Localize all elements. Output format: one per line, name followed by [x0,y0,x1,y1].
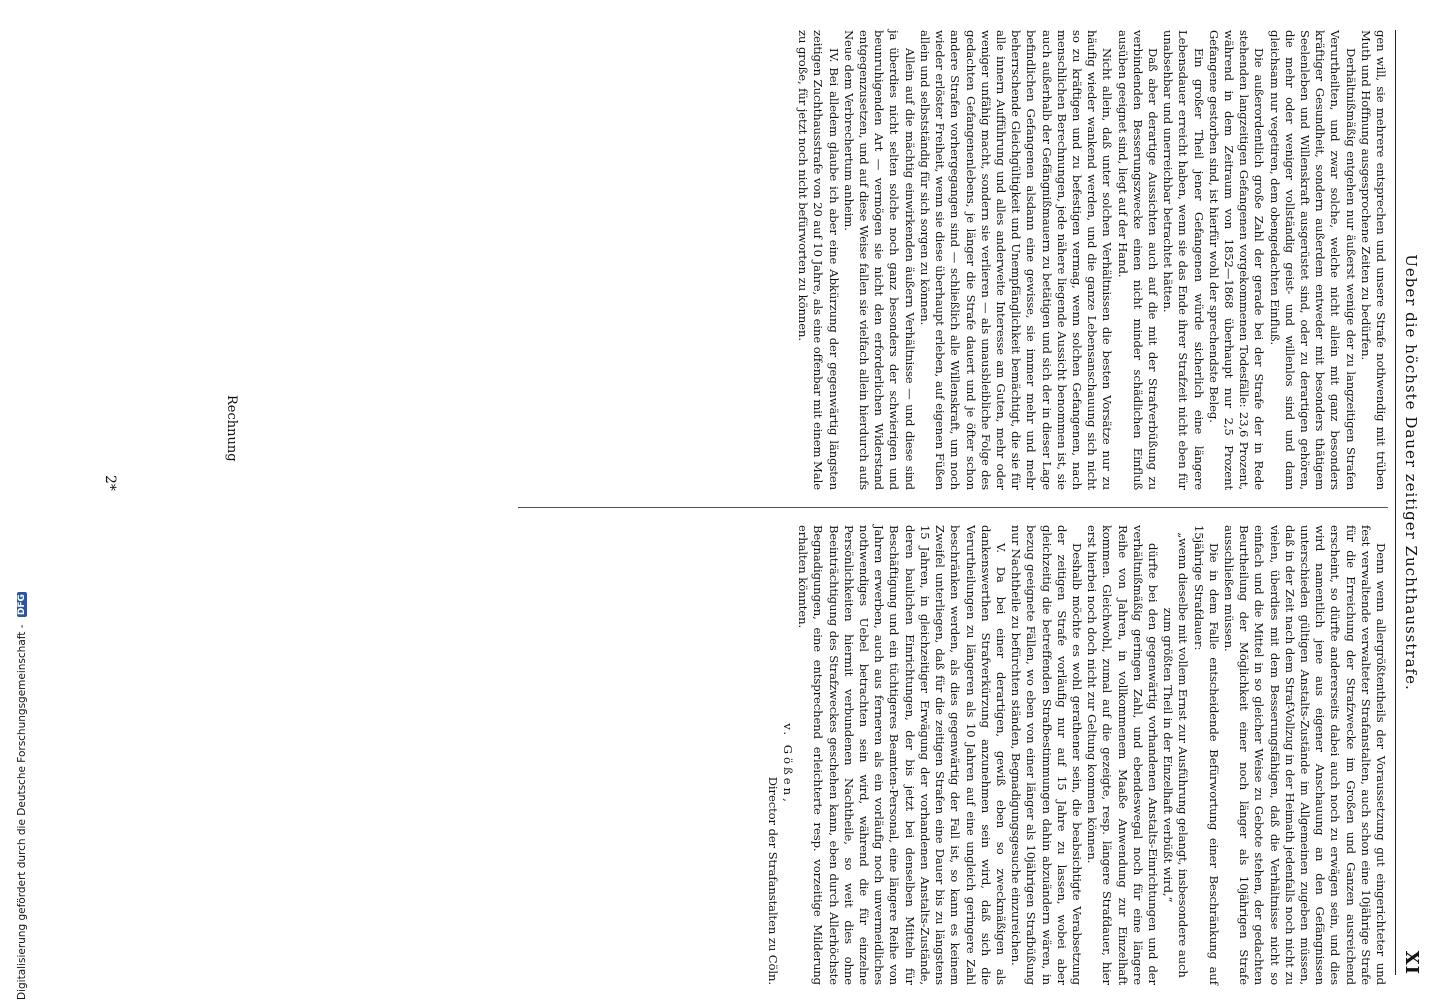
paragraph: dürfte bei den gegenwärtig vorhandenen Anstalts-Einrichtungen und der verhältnißmäßig geringen Zahl, und ebendeswegal noch für eine längere Reihe von Jahren, in vollkommenem Maaße Anwendung zur Einzelhaft kommen. Gleichwohl, zumal auf die gezeigte, resp. längere Strafdauer, hier erst hierbei noch doch nicht zur Geltung kommen können. [1085,525,1160,985]
paragraph: Deshalb möchte es wohl gerathener sein, die beabsichtigte Verabsetzung der zeitigen Strafe vorläufig nur auf 15 Jahre zu lassen, wobei aber gleichzeitig die betreffenden Strafbestimmungen dahin abzuändern wären, in bezug geeignete Fällen, wo eben von einer länger als 10jährigen Strafbüßung nur Nachtheile zu befürchten ständen, Begnadigungsgesuche einzureichen. [1009,525,1084,985]
paragraph: Daß aber derartige Aussichten auch auf die mit der Strafverbüßung zu verbindenden Besserungszwecke einen nicht minder schädlichen Einfluß ausüben geeignet sind, liegt auf der Hand. [1115,30,1160,490]
dfg-logo-icon: DFG [17,594,27,616]
paragraph: Die außerordentlich große Zahl der gerade bei der Strafe der in Rede stehenden langzeitigen Gefangenen vorgekommenen Todesfälle: 23,6 Prozent, während in dem Zeitraum von 1852—1868 überhaupt nur 2,5 Prozent Gefangene gestorben sind, ist hierfür wohl der sprechendste Beleg. [1206,30,1267,490]
credit-text: Digitalisierung gefördert durch die Deutsche Forschungsgemeinschaft - [16,624,28,1000]
paragraph: IV. Bei alledem glaube ich aber eine Abkürzung der gegenwärtig längsten zeitigen Zuchthausstrafe von 20 auf 10 Jahre, als eine offenbar mit einem Male zu große, für jetzt noch nicht befürworten zu können. [796,30,841,490]
paragraph: V. Da bei einer derartigen, gewiß eben so zweckmäßigen als dankenswerthen Strafverkürzung anzunehmen sein wird, daß sich die Verurtheilungen zu längeren als 10 Jahren auf eine ungleich geringere Zahl beschränken werden, als dies gegenwärtig der Fall ist, so kann es keinem Zweifel unterliegen, daß für die zeitigen Strafen eine Dauer bis zu längstens 15 Jahren, in gleichzeitiger Erwägung der vorhandenen Anstalts-Zustände, deren baulichen Einrichtungen, der bis jetzt bei denselben Mitteln für Beschäftigung und ein tüchtigeres Beamten-Personal, eine längere Reihe von Jahren erwerben, auch aus ferneren als ein vorläufig noch unvermeidliches nothwendiges Uebel betrachten sein wird, während die für einzelne Persönlichkeiten hiermit verbundenen Nachtheile, so weit dies ohne Beeinträchtigung des Strafzweckes geschehen kann, eben durch Allerhöchste Begnadigungen, eine entsprechend erleichterte resp. vorzeitige Milderung erhalten könnten. [796,525,1008,985]
signature-role: Director der Strafanstalten zu Cöln. [765,776,780,985]
left-column [795,30,1388,490]
sheet-signature: 2* [102,475,118,491]
paragraph: Nicht allein, daß unter solchen Verhältnissen die besten Vorsätze nur zu häufig wieder wankend werden, und die ganze Lebensanschauung sich nicht so zu kräftigen und zu befestigen vermag, wenn solchen Gefangenen, nach menschlichen Berechnungen, jede nähere liegende Aussicht benommen ist, sie auch außerhalb der Gefängnißmauern zu betätigen und sich der in dieser Lage befindlichen Gefangenen alsdann eine gewisse, sie immer mehr und mehr beherrschende Gleichgültigkeit und Unempfänglichkeit bemächtigt, die sie für alle innern Aufführung und alles anderweite Interesse am Guten, mehr oder weniger unfähig macht, sondern sie verlieren — als unausbleibliche Folge des gedachten Gefangenenlebens, je länger die Strafe dauert und je öfter schon andere Strafen vorhergegangen sind — schließlich alle Willenskraft, um noch wieder erlöster Freiheit, wenn sie diese überhaupt erleben, auf eigenen Füßen allein und selbstständig für sich sorgen zu können. [917,30,1115,490]
signature-name: v. Gößen, [781,723,796,805]
quoted-passage: „wenn dieselbe mit vollem Ernst zur Ausführung gelangt, insbesondere auch zum größten Theil in der Einzelhaft verbüßt wird,“ [1161,532,1191,978]
catchword: Rechnung [224,395,239,462]
page-number: XI [1401,950,1422,975]
paragraph: Denn wenn allergrößtentheils der Voraussetzung gut eingerichteter und fest verwaltende verwalteter Strafanstalten, auch schon eine 10jährige Strafe für die Erreichung der Strafzwecke im Großen und Ganzen ausreichend erscheint, so dürfte andererseits dabei auch noch zu erwägen sein, und dies wird namentlich jene aus eigener Anschauung an den Gefängnissen unterschieden gültigen Anstalts-Zustände im Allgemeinen zugeben müssen, daß in der Zeit nach dem Straf-Vollzug in der Heimath jedenfalls noch nicht zu vielen, überdies mit dem Besserungsfähigen, daß die Verhältnisse nicht so einfach und die Mittel in so gleicher Weise zu Gebote stehen, der gedachten Beurtheilung der Möglichkeit einer noch länger als 10jährigen Strafe ausschließen müssen. [1221,525,1388,985]
digitization-credit [16,0,32,1000]
paragraph: gen will, sie mehrere entsprechen und unsere Strafe nothwendig mit trüben Muth und Hoffnung ausgesprochene Zeiten zu bedürfen. [1358,30,1388,490]
right-column [765,525,1388,985]
paragraph: Die in dem Falle entscheidende Befürwortung einer Beschränkung auf 15jährige Strafdauer: [1191,525,1221,985]
paragraph: Allein auf die mächtig einwirkenden äußern Verhältnisse — und diese sind ja überdies nicht selten solche noch ganz besonders der schwierigen und beunruhigenden Art — vermögen sie nicht den erforderlichen Widerstand entgegenzusetzen, und auf diese Weise fallen sie vielfach allein hierdurch aufs Neue dem Verbrechertum anheim. [841,30,917,490]
column-divider [518,507,1388,508]
paragraph: Derhältnißmäßig entgehen nur äußerst wenige der zu langzeitigen Strafen Verurtheilten, und zwar solche, welche nicht allein mit ganz besonders kräftiger Gesundheit, sondern außerdem entweder mit besonders thätigem Seelenleben und Willenskraft ausgerüstet sind, oder zu derartigen gehören, die mehr oder weniger vollständig geist- und willenlos sind und dann gleichsam nur vegetiren, dem obengedachten Einfluß. [1267,30,1358,490]
paragraph: Ein großer Theil jener Gefangenen würde sicherlich eine längere Lebensdauer erreicht haben, wenn sie das Ende ihrer Strafzeit nicht eben für unabsehbar und unerreichbar betrachtet hätten. [1161,30,1206,490]
header-title: Ueber die höchste Dauer zeitiger Zuchthausstrafe. [1402,254,1420,691]
running-header [1398,30,1420,975]
header-rule [1395,30,1396,975]
signature-block [765,525,795,985]
